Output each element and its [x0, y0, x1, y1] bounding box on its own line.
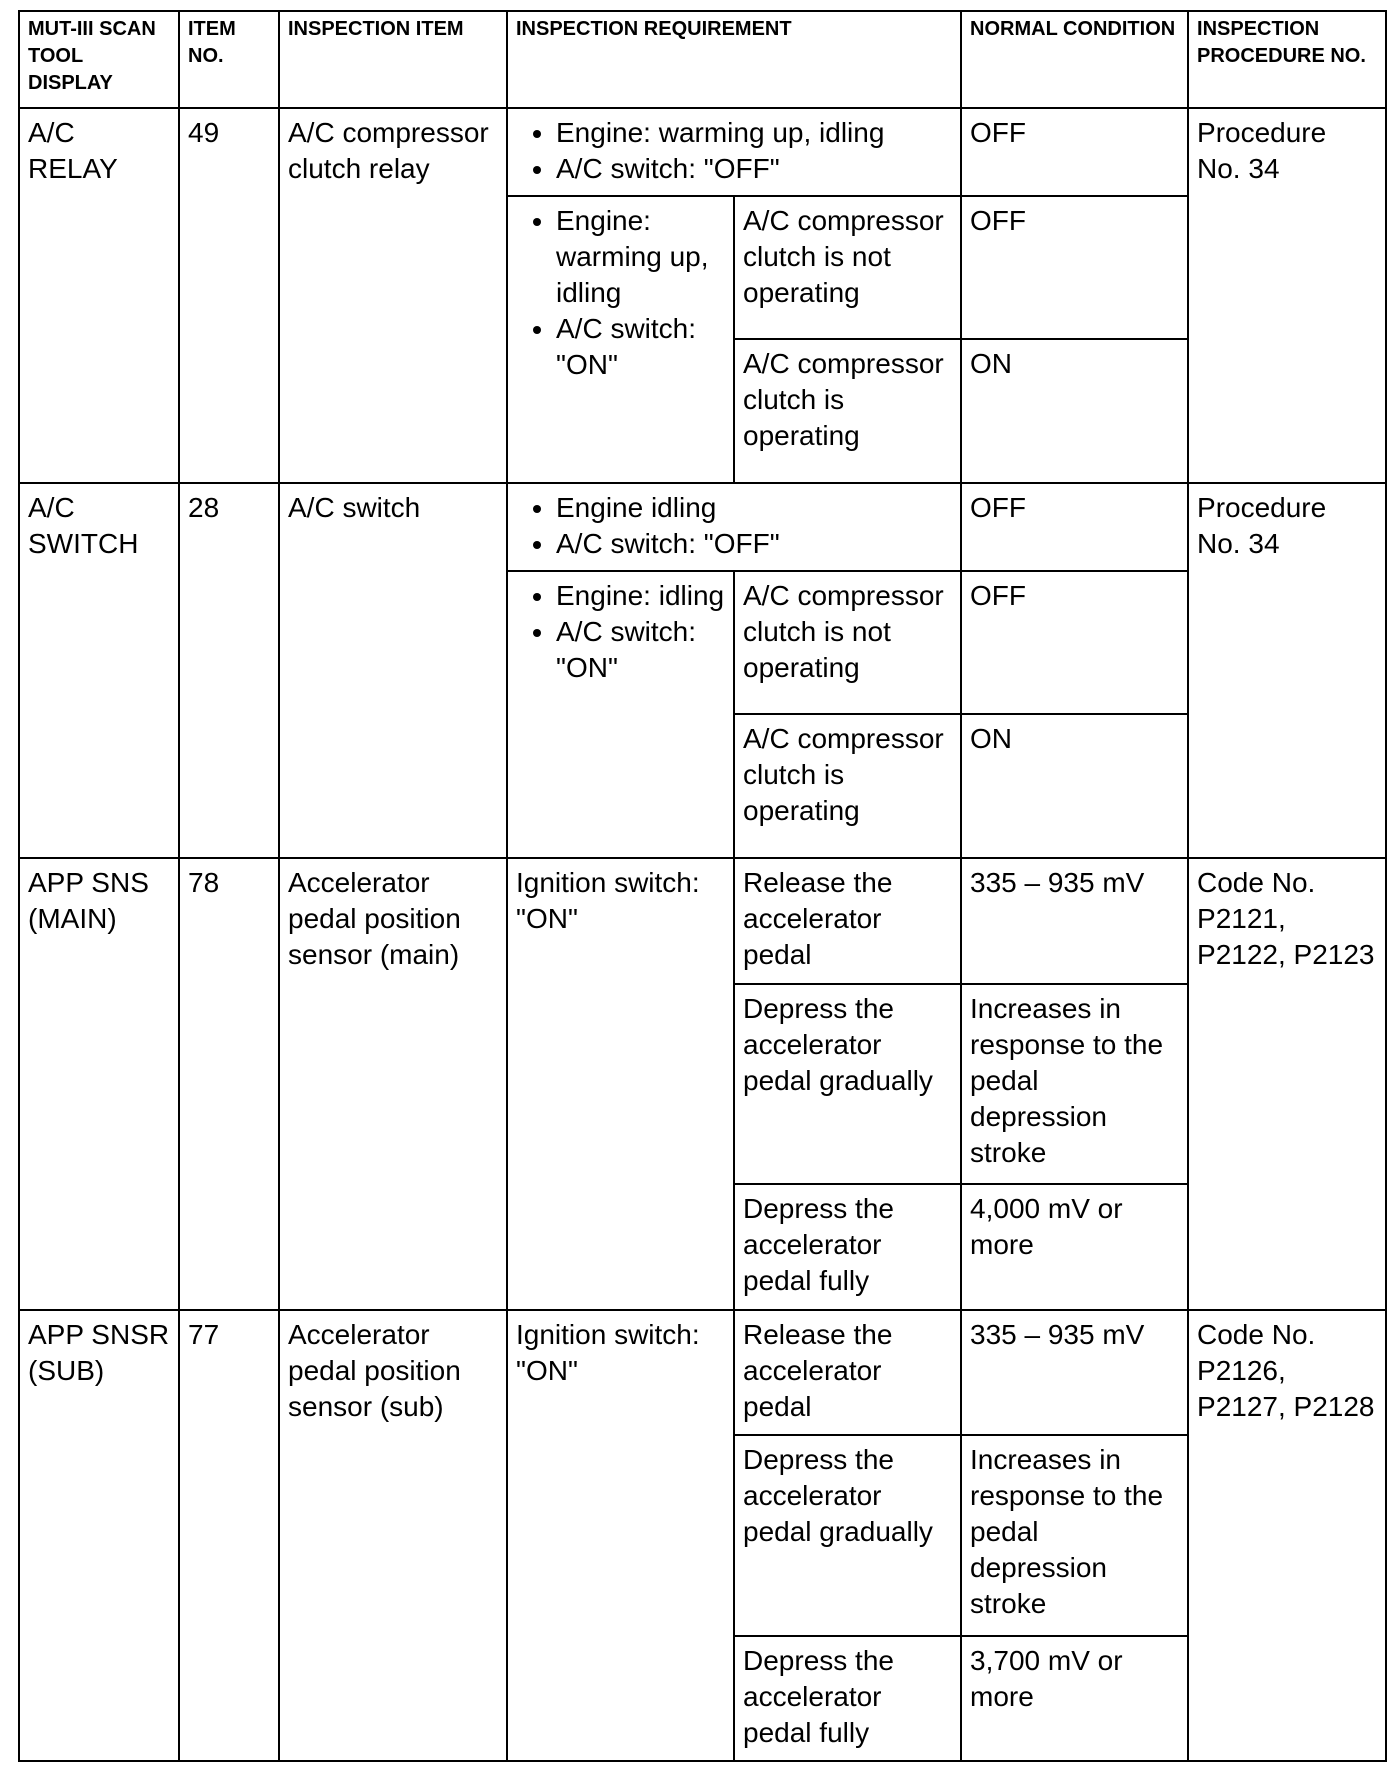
normal-condition-cell: 335 – 935 mV [961, 1310, 1188, 1435]
display-cell: APP SNS (MAIN) [19, 858, 179, 1309]
condition-cell: Depress the accelerator pedal gradually [734, 984, 961, 1185]
condition-cell: Depress the accelerator pedal gradually [734, 1435, 961, 1636]
inspection-item-cell: Accelerator pedal position sensor (sub) [279, 1310, 507, 1761]
procedure-cell: Procedure No. 34 [1188, 108, 1386, 483]
header-inspection-item: INSPECTION ITEM [279, 11, 507, 108]
condition-cell: Depress the accelerator pedal fully [734, 1184, 961, 1309]
requirement-bullet: • Engine: warming up, idling [556, 115, 952, 151]
header-item-no: ITEM NO. [179, 11, 279, 108]
item-no-cell: 78 [179, 858, 279, 1309]
condition-cell: A/C compressor clutch is operating [734, 339, 961, 483]
inspection-table [18, 10, 1387, 1762]
requirement-bullet: • Engine idling [556, 490, 952, 526]
item-no-cell: 77 [179, 1310, 279, 1761]
requirement-bullet: • Engine: idling [556, 578, 725, 614]
requirement-bullet: • A/C switch: "OFF" [556, 151, 952, 187]
header-row [19, 11, 1386, 108]
condition-cell: Depress the accelerator pedal fully [734, 1636, 961, 1761]
item-no-cell: 28 [179, 483, 279, 858]
procedure-cell: Procedure No. 34 [1188, 483, 1386, 858]
requirement-bullet: • A/C switch: "OFF" [556, 526, 952, 562]
normal-condition-cell: OFF [961, 196, 1188, 339]
normal-condition-cell: OFF [961, 108, 1188, 196]
normal-condition-cell: 335 – 935 mV [961, 858, 1188, 983]
requirement-bullet: • A/C switch: "ON" [556, 614, 725, 686]
table-row [19, 858, 1386, 983]
inspection-item-cell: A/C compressor clutch relay [279, 108, 507, 483]
header-requirement: INSPECTION REQUIREMENT [507, 11, 961, 108]
requirement-bullet: • A/C switch: "ON" [556, 311, 725, 383]
display-cell: A/C RELAY [19, 108, 179, 483]
normal-condition-cell: OFF [961, 571, 1188, 714]
header-display: MUT-III SCAN TOOL DISPLAY [19, 11, 179, 108]
header-normal-condition: NORMAL CONDITION [961, 11, 1188, 108]
inspection-item-cell: A/C switch [279, 483, 507, 858]
requirement-cell: Ignition switch: "ON" [507, 1310, 734, 1761]
condition-cell: Release the accelerator pedal [734, 1310, 961, 1435]
requirement-cell [507, 483, 961, 571]
normal-condition-cell: OFF [961, 483, 1188, 571]
item-no-cell: 49 [179, 108, 279, 483]
inspection-item-cell: Accelerator pedal position sensor (main) [279, 858, 507, 1309]
display-cell: APP SNSR (SUB) [19, 1310, 179, 1761]
table-row [19, 1310, 1386, 1435]
normal-condition-cell: 3,700 mV or more [961, 1636, 1188, 1761]
header-procedure: INSPECTION PROCEDURE NO. [1188, 11, 1386, 108]
procedure-cell: Code No. P2121, P2122, P2123 [1188, 858, 1386, 1309]
procedure-cell: Code No. P2126, P2127, P2128 [1188, 1310, 1386, 1761]
normal-condition-cell: Increases in response to the pedal depression stroke [961, 1435, 1188, 1636]
requirement-cell [507, 571, 734, 858]
condition-cell: A/C compressor clutch is not operating [734, 571, 961, 714]
condition-cell: A/C compressor clutch is not operating [734, 196, 961, 339]
condition-cell: A/C compressor clutch is operating [734, 714, 961, 858]
display-cell: A/C SWITCH [19, 483, 179, 858]
requirement-bullet: • Engine: warming up, idling [556, 203, 725, 311]
requirement-cell [507, 196, 734, 483]
condition-cell: Release the accelerator pedal [734, 858, 961, 983]
normal-condition-cell: 4,000 mV or more [961, 1184, 1188, 1309]
requirement-cell: Ignition switch: "ON" [507, 858, 734, 1309]
normal-condition-cell: ON [961, 714, 1188, 858]
table-row [19, 108, 1386, 196]
table-row [19, 483, 1386, 571]
normal-condition-cell: ON [961, 339, 1188, 483]
normal-condition-cell: Increases in response to the pedal depression stroke [961, 984, 1188, 1185]
requirement-cell [507, 108, 961, 196]
